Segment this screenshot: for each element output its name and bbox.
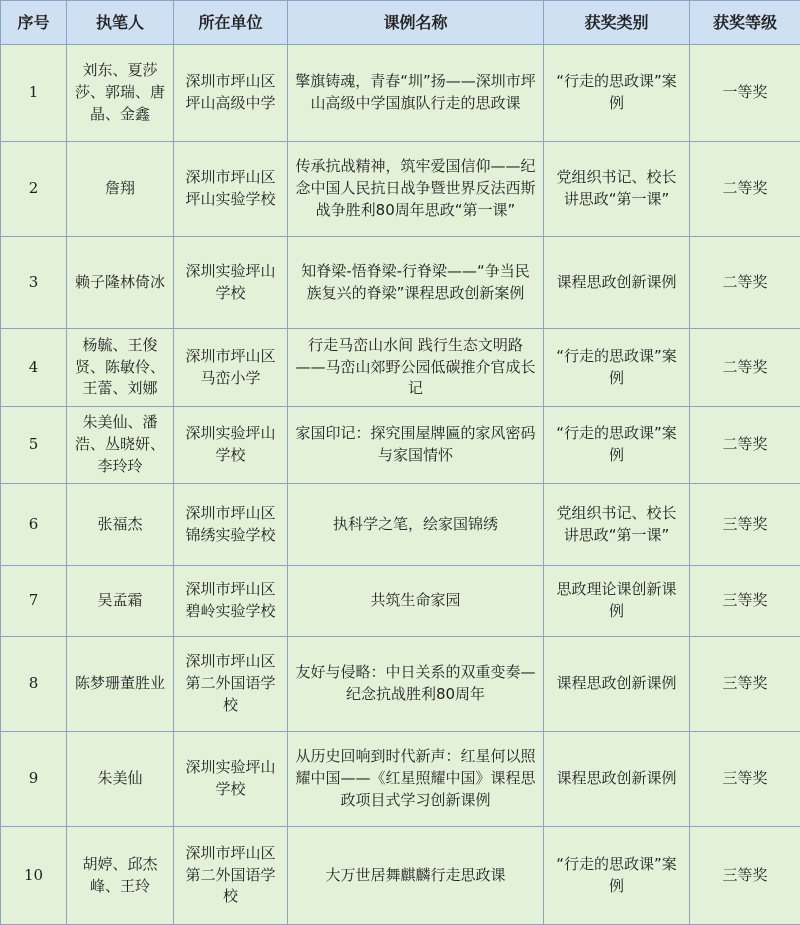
cell-number: 9 [1, 732, 67, 827]
table-row [1, 484, 800, 566]
cell-award-level: 二等奖 [690, 237, 800, 329]
cell-unit: 深圳市坪山区第二外国语学校 [174, 637, 288, 732]
cell-award-level: 三等奖 [690, 732, 800, 827]
cell-award-category: 课程思政创新课例 [544, 637, 690, 732]
cell-award-category: “行走的思政课”案例 [544, 45, 690, 142]
header-award-level: 获奖等级 [690, 1, 800, 45]
header-number: 序号 [1, 1, 67, 45]
cell-lesson-title: 从历史回响到时代新声：红星何以照耀中国——《红星照耀中国》课程思政项目式学习创新课例 [288, 732, 544, 827]
cell-lesson-title: 知脊梁-悟脊梁-行脊梁——“争当民族复兴的脊梁”课程思政创新案例 [288, 237, 544, 329]
cell-authors: 吴孟霜 [67, 566, 174, 637]
cell-authors: 刘东、夏莎莎、郭瑞、唐晶、金鑫 [67, 45, 174, 142]
cell-number: 7 [1, 566, 67, 637]
cell-authors: 张福杰 [67, 484, 174, 566]
cell-award-category: 课程思政创新课例 [544, 237, 690, 329]
cell-lesson-title: 家国印记：探究围屋牌匾的家风密码与家国情怀 [288, 407, 544, 484]
cell-unit: 深圳市坪山区马峦小学 [174, 329, 288, 407]
cell-unit: 深圳实验坪山学校 [174, 237, 288, 329]
cell-number: 4 [1, 329, 67, 407]
header-lesson-title: 课例名称 [288, 1, 544, 45]
cell-authors: 陈梦珊董胜业 [67, 637, 174, 732]
cell-lesson-title: 行走马峦山水间 践行生态文明路——马峦山郊野公园低碳推介官成长记 [288, 329, 544, 407]
cell-award-category: 党组织书记、校长讲思政“第一课” [544, 484, 690, 566]
cell-lesson-title: 大万世居舞麒麟行走思政课 [288, 827, 544, 925]
cell-number: 6 [1, 484, 67, 566]
header-unit: 所在单位 [174, 1, 288, 45]
cell-award-level: 二等奖 [690, 142, 800, 237]
table-row [1, 827, 800, 925]
cell-number: 8 [1, 637, 67, 732]
cell-lesson-title: 传承抗战精神，筑牢爱国信仰——纪念中国人民抗日战争暨世界反法西斯战争胜利80周年思政“第一课” [288, 142, 544, 237]
cell-number: 1 [1, 45, 67, 142]
cell-lesson-title: 友好与侵略：中日关系的双重变奏—纪念抗战胜利80周年 [288, 637, 544, 732]
cell-unit: 深圳实验坪山学校 [174, 407, 288, 484]
cell-lesson-title: 擎旗铸魂，青春“圳”扬——深圳市坪山高级中学国旗队行走的思政课 [288, 45, 544, 142]
cell-number: 3 [1, 237, 67, 329]
cell-award-level: 二等奖 [690, 329, 800, 407]
cell-award-level: 三等奖 [690, 827, 800, 925]
cell-authors: 赖子隆林倚冰 [67, 237, 174, 329]
cell-lesson-title: 共筑生命家园 [288, 566, 544, 637]
cell-award-category: 课程思政创新课例 [544, 732, 690, 827]
cell-award-category: 思政理论课创新课例 [544, 566, 690, 637]
table-row [1, 45, 800, 142]
table-row [1, 142, 800, 237]
cell-unit: 深圳市坪山区碧岭实验学校 [174, 566, 288, 637]
cell-unit: 深圳实验坪山学校 [174, 732, 288, 827]
cell-award-category: 党组织书记、校长讲思政“第一课” [544, 142, 690, 237]
cell-unit: 深圳市坪山区锦绣实验学校 [174, 484, 288, 566]
cell-award-level: 三等奖 [690, 566, 800, 637]
cell-authors: 朱美仙 [67, 732, 174, 827]
header-row [1, 1, 800, 45]
cell-number: 2 [1, 142, 67, 237]
cell-unit: 深圳市坪山区坪山高级中学 [174, 45, 288, 142]
table-row [1, 237, 800, 329]
table-row [1, 407, 800, 484]
table-row [1, 637, 800, 732]
cell-award-level: 三等奖 [690, 637, 800, 732]
cell-authors: 朱美仙、潘浩、丛晓妍、李玲玲 [67, 407, 174, 484]
header-award-category: 获奖类别 [544, 1, 690, 45]
cell-award-category: “行走的思政课”案例 [544, 407, 690, 484]
cell-authors: 詹翔 [67, 142, 174, 237]
cell-award-category: “行走的思政课”案例 [544, 827, 690, 925]
table-row [1, 566, 800, 637]
cell-award-level: 三等奖 [690, 484, 800, 566]
cell-lesson-title: 执科学之笔，绘家国锦绣 [288, 484, 544, 566]
cell-unit: 深圳市坪山区第二外国语学校 [174, 827, 288, 925]
cell-unit: 深圳市坪山区坪山实验学校 [174, 142, 288, 237]
cell-authors: 杨毓、王俊贤、陈敏伶、王蕾、刘娜 [67, 329, 174, 407]
cell-authors: 胡婷、邱杰峰、王玲 [67, 827, 174, 925]
cell-award-level: 一等奖 [690, 45, 800, 142]
header-authors: 执笔人 [67, 1, 174, 45]
cell-number: 5 [1, 407, 67, 484]
table-row [1, 732, 800, 827]
table-row [1, 329, 800, 407]
cell-award-category: “行走的思政课”案例 [544, 329, 690, 407]
cell-number: 10 [1, 827, 67, 925]
cell-award-level: 二等奖 [690, 407, 800, 484]
